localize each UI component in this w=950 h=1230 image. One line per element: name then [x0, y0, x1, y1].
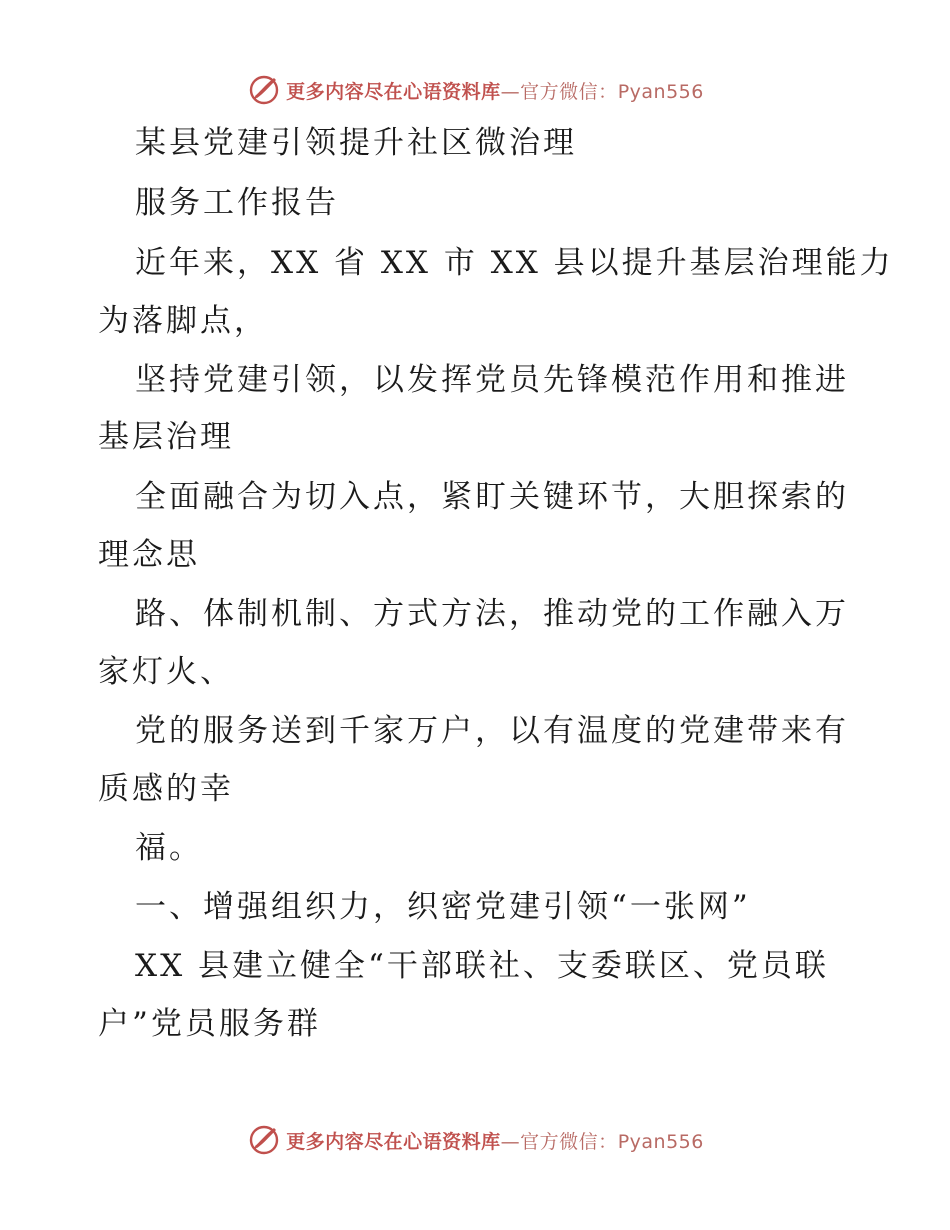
doc-line: 福。 [135, 830, 203, 866]
doc-line: 全面融合为切入点，紧盯关键环节，大胆探索的 [135, 479, 849, 515]
doc-line-title-1: 某县党建引领提升社区微治理 [135, 125, 577, 161]
footer-text [286, 1127, 704, 1154]
doc-line: 家灯火、 [98, 654, 234, 690]
footer-contact-label: 官方微信： [520, 1130, 618, 1153]
doc-line: 近年来，XX 省 XX 市 XX 县以提升基层治理能力 [135, 245, 894, 281]
doc-line: XX 县建立健全“干部联社、支委联区、党员联 [135, 948, 829, 984]
header-contact-code: Pyan556 [617, 80, 704, 103]
pen-logo-icon [246, 72, 282, 108]
doc-line: 坚持党建引领，以发挥党员先锋模范作用和推进 [135, 362, 849, 398]
header-text [286, 77, 704, 104]
doc-line: 质感的幸 [98, 771, 234, 807]
header-banner [0, 68, 950, 112]
pen-logo-icon [246, 1122, 282, 1158]
doc-line: 为落脚点， [98, 303, 268, 339]
header-brand: 更多内容尽在心语资料库 [286, 80, 501, 103]
footer-contact-code: Pyan556 [617, 1130, 704, 1153]
footer-brand: 更多内容尽在心语资料库 [286, 1130, 501, 1153]
header-separator: — [500, 80, 521, 103]
doc-line-title-2: 服务工作报告 [135, 185, 339, 221]
footer-separator: — [500, 1130, 521, 1153]
doc-line: 基层治理 [98, 419, 234, 455]
doc-line: 路、体制机制、方式方法，推动党的工作融入万 [135, 596, 849, 632]
footer-banner [0, 1118, 950, 1162]
doc-line: 党的服务送到千家万户，以有温度的党建带来有 [135, 713, 849, 749]
doc-line: 户”党员服务群 [98, 1006, 321, 1042]
header-contact-label: 官方微信： [520, 80, 618, 103]
doc-line: 理念思 [98, 537, 200, 573]
doc-heading-section-1: 一、增强组织力，织密党建引领“一张网” [135, 889, 751, 925]
